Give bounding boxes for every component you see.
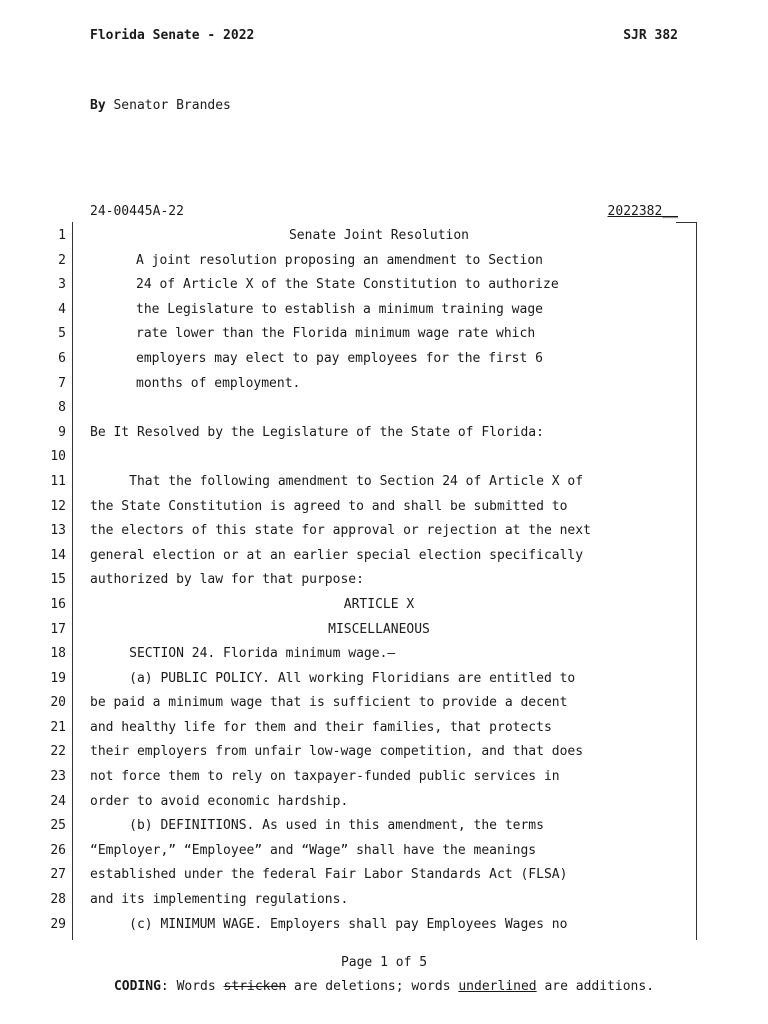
line-number: 16 — [50, 596, 66, 612]
right-margin-tick — [676, 222, 696, 223]
line-text: not force them to rely on taxpayer-funded public services in — [90, 769, 560, 785]
line-text: “Employer,” “Employee” and “Wage” shall have the meanings — [90, 842, 537, 858]
line-text: rate lower than the Florida minimum wage rate which — [136, 326, 536, 342]
line-number: 4 — [58, 301, 66, 317]
header-chamber-year: Florida Senate - 2022 — [90, 28, 255, 43]
bill-line — [0, 447, 768, 472]
bill-line — [0, 915, 768, 940]
line-number: 1 — [58, 228, 66, 243]
line-text: ARTICLE X — [343, 596, 415, 612]
coding-text-3: are additions. — [536, 979, 655, 994]
coding-text-1: : Words — [160, 979, 224, 994]
line-number: 21 — [50, 719, 66, 735]
line-text: order to avoid economic hardship. — [90, 793, 349, 809]
line-text: SECTION 24. Florida minimum wage.— — [90, 646, 396, 662]
line-number: 29 — [50, 916, 66, 932]
bill-line — [0, 472, 768, 497]
line-text: A joint resolution proposing an amendment to Section — [136, 252, 543, 268]
line-text: Senate Joint Resolution — [288, 228, 469, 243]
line-number: 5 — [58, 326, 66, 342]
bill-line — [0, 865, 768, 890]
line-number: 22 — [50, 744, 66, 760]
sponsor-name: Senator Brandes — [113, 98, 231, 113]
bill-text-lines — [0, 226, 768, 939]
bill-line — [0, 816, 768, 841]
line-text: the State Constitution is agreed to and shall be submitted to — [90, 498, 568, 514]
line-text: the electors of this state for approval or rejection at the next — [90, 523, 591, 539]
bill-line — [0, 300, 768, 325]
bill-draft-id: 24-00445A-22 — [90, 204, 184, 219]
line-text: be paid a minimum wage that is sufficient to provide a decent — [90, 695, 568, 711]
bill-line — [0, 497, 768, 522]
line-number: 15 — [50, 572, 66, 588]
line-number: 2 — [58, 252, 66, 268]
bill-line — [0, 275, 768, 300]
bill-line — [0, 398, 768, 423]
line-text: (b) DEFINITIONS. As used in this amendment, the terms — [90, 818, 544, 834]
line-text: Be It Resolved by the Legislature of the State of Florida: — [90, 424, 544, 440]
bill-line — [0, 644, 768, 669]
line-text: 24 of Article X of the State Constitution to authorize — [136, 277, 559, 293]
bill-line — [0, 693, 768, 718]
bill-line — [0, 374, 768, 399]
line-text: their employers from unfair low-wage competition, and that does — [90, 744, 584, 760]
coding-underlined-sample: underlined — [458, 979, 537, 994]
line-number: 18 — [50, 646, 66, 662]
coding-stricken-sample: stricken — [223, 979, 287, 994]
coding-text-2: are deletions; words — [286, 979, 459, 994]
line-number: 12 — [50, 498, 66, 514]
bill-line — [0, 595, 768, 620]
line-number: 7 — [58, 375, 66, 391]
line-text: employers may elect to pay employees for the first 6 — [136, 350, 543, 366]
line-number: 10 — [50, 449, 66, 465]
coding-label: CODING — [113, 979, 161, 994]
bill-line — [0, 324, 768, 349]
line-number: 20 — [50, 695, 66, 711]
line-number: 24 — [50, 793, 66, 809]
line-number: 13 — [50, 523, 66, 539]
bill-line — [0, 718, 768, 743]
bill-line — [0, 570, 768, 595]
bill-code: 2022382__ — [607, 204, 678, 219]
bill-line — [0, 792, 768, 817]
line-number: 3 — [58, 277, 66, 293]
line-text: That the following amendment to Section 24 of Article X of — [90, 473, 584, 489]
line-text: (c) MINIMUM WAGE. Employers shall pay Employees Wages no — [90, 916, 568, 932]
line-number: 19 — [50, 670, 66, 686]
bill-line — [0, 423, 768, 448]
line-text: authorized by law for that purpose: — [90, 572, 364, 588]
line-number: 14 — [50, 547, 66, 563]
line-text: and its implementing regulations. — [90, 892, 349, 908]
bill-line — [0, 251, 768, 276]
line-text: and healthy life for them and their families, that protects — [90, 719, 552, 735]
bill-line — [0, 767, 768, 792]
bill-line — [0, 620, 768, 645]
bill-line — [0, 226, 768, 251]
line-text: (a) PUBLIC POLICY. All working Floridians are entitled to — [90, 670, 576, 686]
sponsor-line — [90, 98, 231, 113]
line-text: general election or at an earlier special election specifically — [90, 547, 584, 563]
bill-line — [0, 742, 768, 767]
coding-legend — [0, 979, 768, 994]
bill-line — [0, 546, 768, 571]
header-bill-number: SJR 382 — [623, 28, 678, 43]
bill-line — [0, 349, 768, 374]
line-number: 25 — [50, 818, 66, 834]
line-text: months of employment. — [136, 375, 301, 391]
line-number: 26 — [50, 842, 66, 858]
line-number: 17 — [50, 621, 66, 637]
line-number: 28 — [50, 892, 66, 908]
line-number: 8 — [58, 400, 66, 416]
bill-line — [0, 669, 768, 694]
line-text: established under the federal Fair Labor Standards Act (FLSA) — [90, 867, 568, 883]
bill-line — [0, 521, 768, 546]
line-text: MISCELLANEOUS — [328, 621, 430, 637]
line-number: 27 — [50, 867, 66, 883]
page-number: Page 1 of 5 — [340, 955, 428, 970]
line-number: 11 — [50, 473, 66, 489]
line-number: 9 — [58, 424, 66, 440]
bill-line — [0, 841, 768, 866]
line-text: the Legislature to establish a minimum training wage — [136, 301, 543, 317]
bill-line — [0, 890, 768, 915]
line-number: 23 — [50, 769, 66, 785]
line-number: 6 — [58, 350, 66, 366]
sponsor-by-label: By — [90, 98, 106, 113]
